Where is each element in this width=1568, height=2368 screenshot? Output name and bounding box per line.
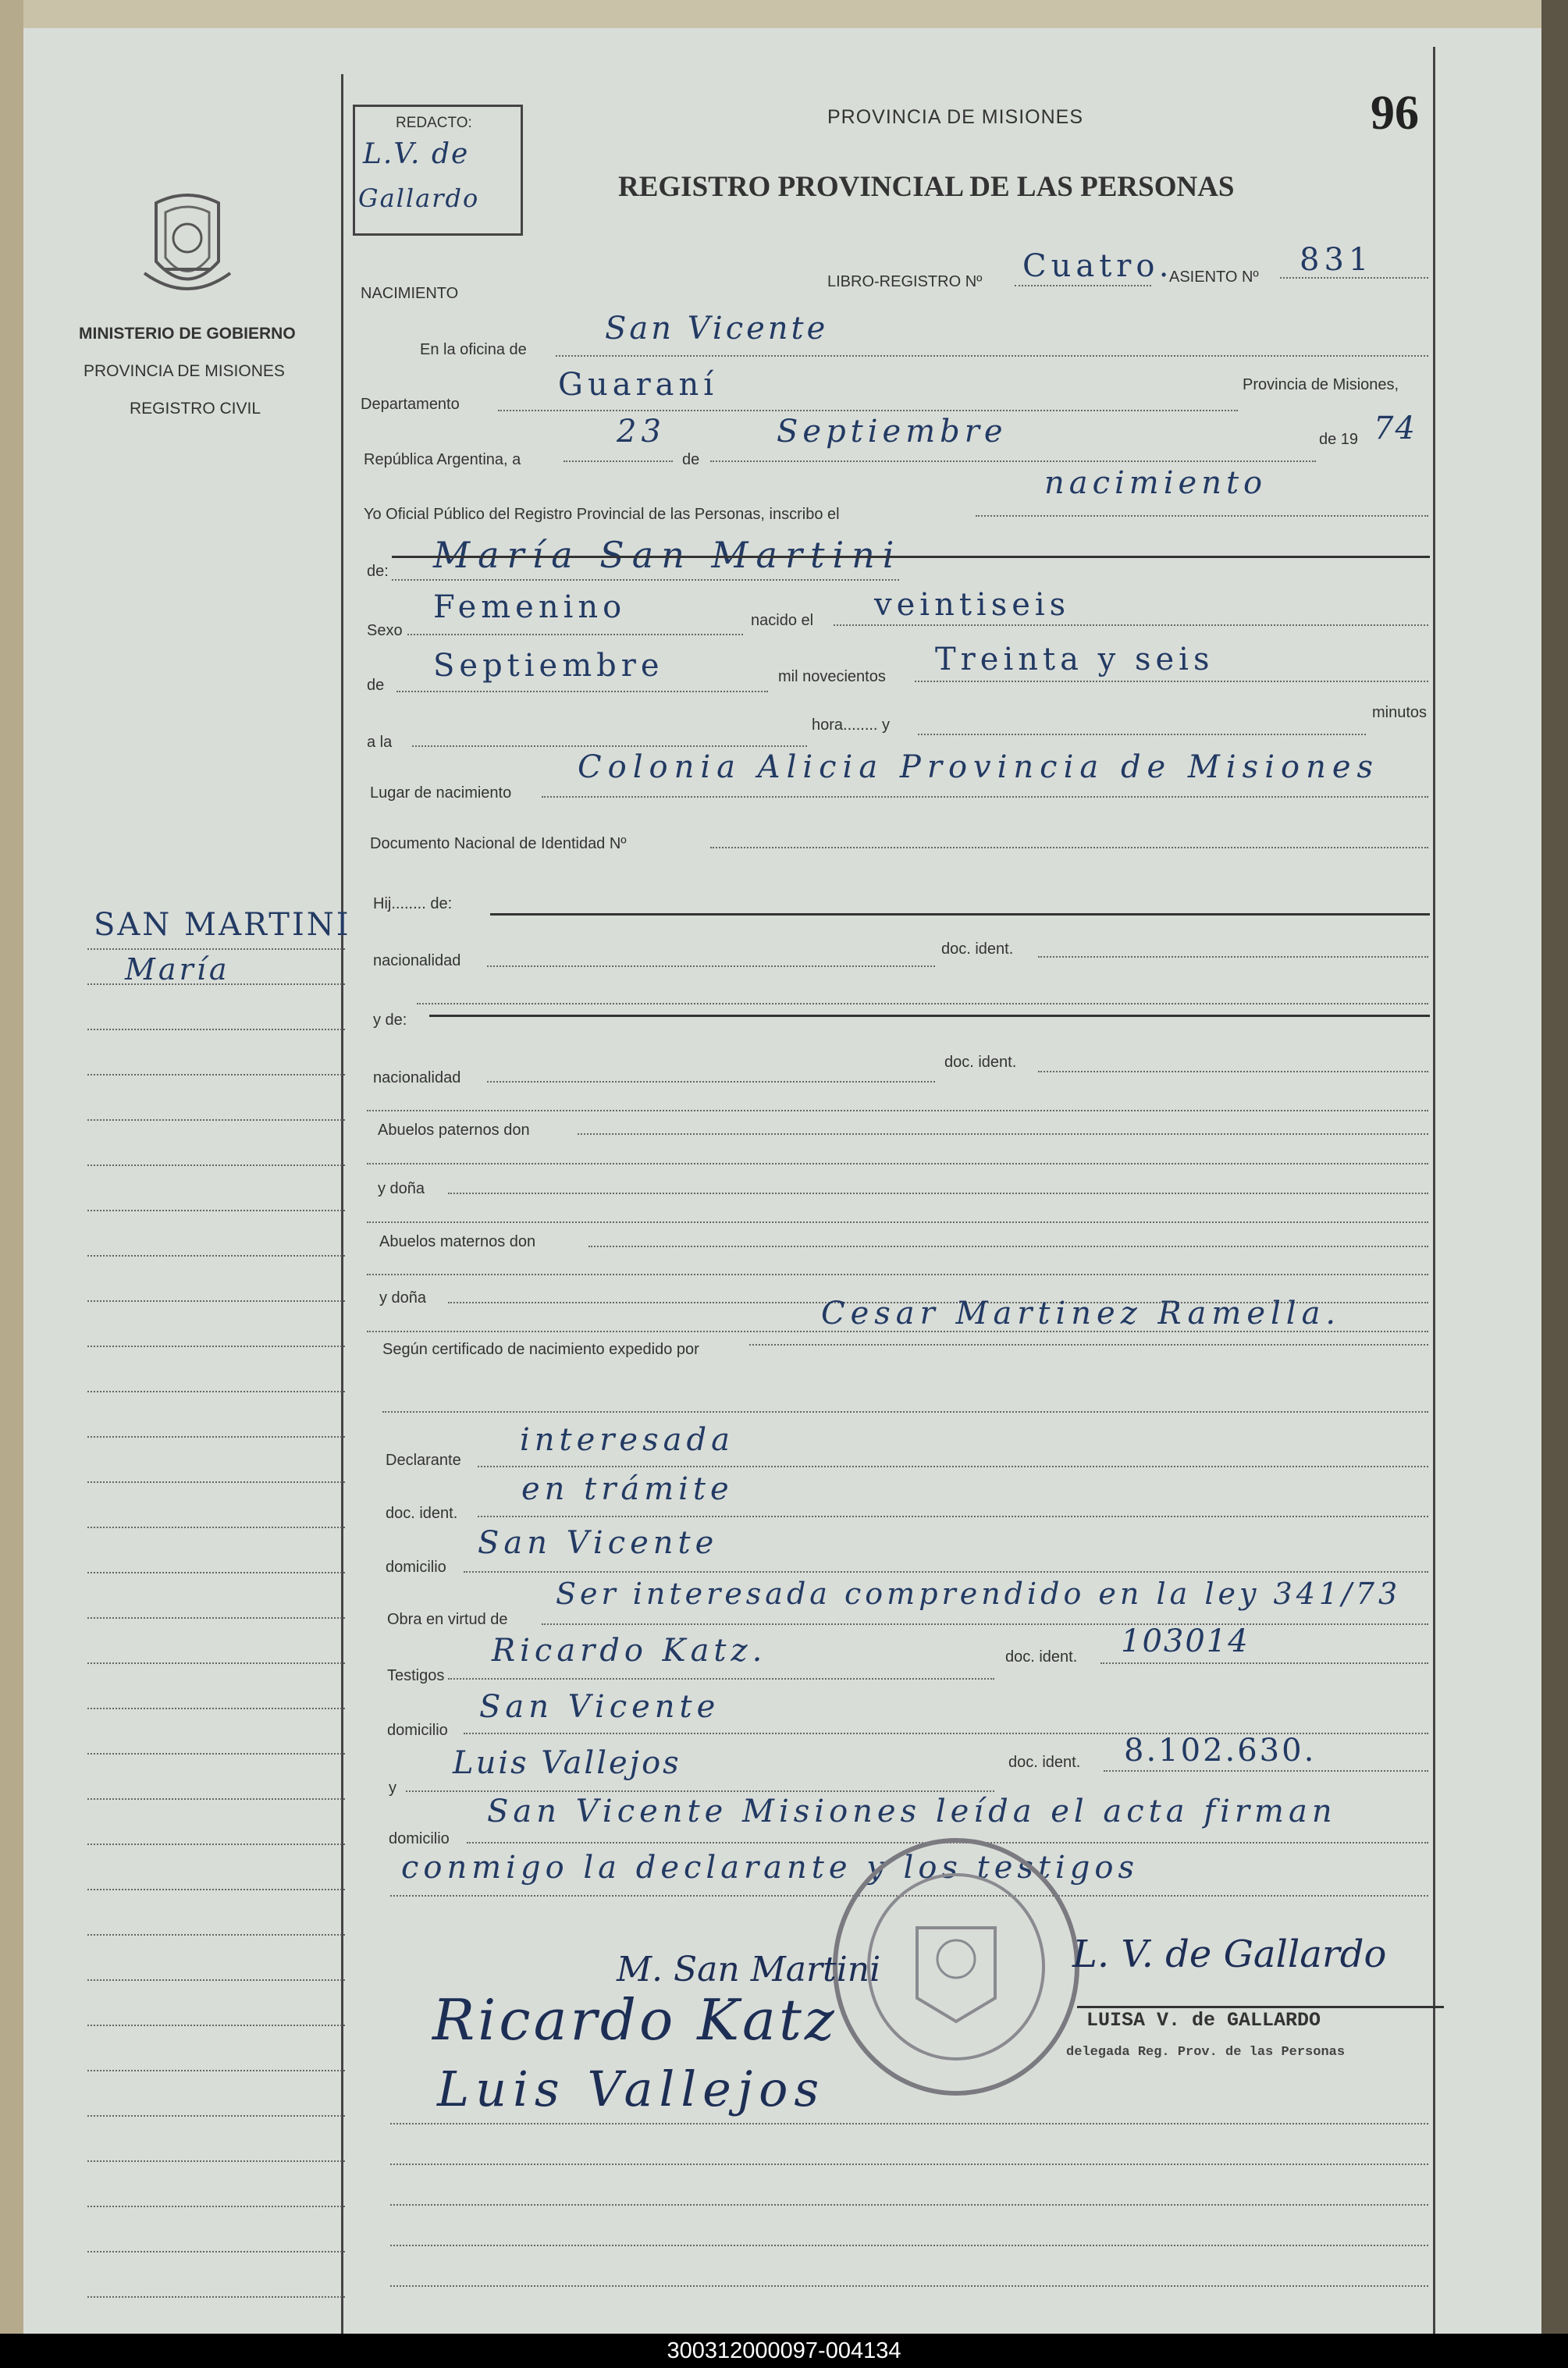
margin-dotted-line xyxy=(87,1934,345,1936)
margin-dotted-line xyxy=(87,1119,345,1121)
obra-line xyxy=(542,1623,1428,1625)
margin-dotted-line xyxy=(87,1391,345,1392)
testigo1-doc-line xyxy=(1100,1662,1428,1664)
sexo-label: Sexo xyxy=(367,622,403,639)
dni-label: Documento Nacional de Identidad Nº xyxy=(370,835,627,852)
margin-dotted-line xyxy=(87,1255,345,1257)
asiento-line xyxy=(1280,277,1428,279)
mil-label: mil novecientos xyxy=(778,668,886,685)
minutos-label: minutos xyxy=(1372,704,1428,721)
obra-label: Obra en virtud de xyxy=(387,1611,508,1628)
asiento-label: ASIENTO Nº xyxy=(1169,268,1259,286)
yde-label: y de: xyxy=(373,1012,407,1029)
margin-dotted-line xyxy=(87,1210,345,1211)
name-label: de: xyxy=(367,563,389,580)
obra-value: Ser interesada comprendido en la ley 341/73 xyxy=(556,1577,1402,1611)
abuelos-mat-line xyxy=(588,1246,1428,1247)
mil-line xyxy=(915,681,1428,682)
de-label: de xyxy=(682,451,700,468)
margin-dotted-line xyxy=(87,1481,345,1483)
nacido-value: veintiseis xyxy=(874,587,1071,623)
nacido-line xyxy=(834,624,1428,626)
docident1-line xyxy=(1038,956,1428,958)
abuelos-mat-extra-line xyxy=(367,1274,1428,1275)
ala-line xyxy=(412,745,807,747)
blank-dotted-line xyxy=(390,2245,1428,2246)
margin-dotted-line xyxy=(87,1527,345,1528)
abuelos-mat-label: Abuelos maternos don xyxy=(379,1233,536,1250)
republica-label: República Argentina, a xyxy=(364,451,521,468)
margin-dotted-line xyxy=(87,1798,345,1800)
docident1-label: doc. ident. xyxy=(941,940,1014,958)
image-code-footer: 300312000097-004134 xyxy=(0,2334,1568,2368)
domicilio2-value: San Vicente xyxy=(479,1689,720,1725)
lugar-line xyxy=(542,796,1428,798)
docident2-line xyxy=(1038,1071,1428,1072)
testigo1-value: Ricardo Katz. xyxy=(492,1633,767,1669)
year-value: 74 xyxy=(1374,411,1417,446)
month-line xyxy=(710,460,1316,462)
margin-dotted-line xyxy=(87,1708,345,1709)
margin-dotted-line xyxy=(87,1164,345,1166)
province-heading: PROVINCIA DE MISIONES xyxy=(827,106,1084,128)
name-dotted-line xyxy=(392,579,899,581)
margin-dotted-line xyxy=(87,1979,345,1981)
margin-first-name: María xyxy=(125,952,230,987)
left-province-name: PROVINCIA DE MISIONES xyxy=(84,362,285,380)
redacto-label: REDACTO: xyxy=(396,115,472,131)
day-line xyxy=(564,460,673,462)
officer-signature: L. V. de Gallardo xyxy=(1072,1932,1387,1976)
margin-dotted-line xyxy=(87,2070,345,2071)
next-page-edge xyxy=(1541,0,1568,2334)
testigos-label: Testigos xyxy=(387,1667,445,1684)
section-label: NACIMIENTO xyxy=(361,285,459,302)
testigo2-line xyxy=(406,1790,994,1792)
margin-dotted-line xyxy=(87,1617,345,1619)
margin-dotted-line xyxy=(87,2251,345,2252)
docident2-label: doc. ident. xyxy=(944,1054,1017,1071)
declarante-label: Declarante xyxy=(386,1452,461,1469)
margin-dotted-line xyxy=(87,1753,345,1755)
lugar-value: Colonia Alicia Provincia de Misiones xyxy=(578,749,1380,785)
margin-dotted-line xyxy=(87,2160,345,2162)
ydona2-label: y doña xyxy=(379,1289,427,1307)
margin-dotted-line xyxy=(87,2025,345,2026)
departamento-line xyxy=(498,410,1238,411)
blank-dotted-line xyxy=(390,2204,1428,2206)
domicilio3-value: San Vicente Misiones leída el acta firman xyxy=(487,1794,1337,1829)
blank-dotted-line xyxy=(390,2164,1428,2165)
departamento-label: Departamento xyxy=(361,396,460,413)
margin-dotted-line xyxy=(87,1436,345,1438)
margin-dotted-line xyxy=(87,1346,345,1347)
birth-month-line xyxy=(396,691,768,692)
nacido-label: nacido el xyxy=(751,612,814,629)
registry-title: REGISTRO PROVINCIAL DE LAS PERSONAS xyxy=(618,171,1235,203)
book-spine xyxy=(0,0,23,2334)
docident-decl-value: en trámite xyxy=(521,1471,734,1507)
redacto-handwriting-line2: Gallardo xyxy=(358,183,480,213)
day-value: 23 xyxy=(617,414,666,450)
margin-line xyxy=(87,948,345,950)
nac2-extra-line xyxy=(367,1110,1428,1111)
oficial-value: nacimiento xyxy=(1044,465,1268,501)
dni-line xyxy=(710,847,1428,848)
left-margin-line xyxy=(341,74,343,2334)
ministry-name: MINISTERIO DE GOBIERNO xyxy=(79,325,296,343)
margin-dotted-line xyxy=(87,1889,345,1890)
nac2-line xyxy=(487,1081,935,1083)
yde-underline xyxy=(429,1015,1430,1017)
redacto-box xyxy=(353,105,523,236)
abuelos-pat-extra-line xyxy=(367,1163,1428,1164)
book-line xyxy=(1015,285,1151,286)
nac1-line xyxy=(487,965,935,967)
ydona1-extra-line xyxy=(367,1221,1428,1223)
asiento-value: 831 xyxy=(1300,242,1374,278)
testigo1-line xyxy=(448,1678,994,1680)
conmigo-value: conmigo la declarante y los testigos xyxy=(401,1850,1140,1886)
redacto-handwriting-line1: L.V. de xyxy=(363,138,470,170)
oficina-label: En la oficina de xyxy=(420,341,527,358)
birth-month-value: Septiembre xyxy=(433,648,664,684)
ala-label: a la xyxy=(367,734,393,751)
oficina-line xyxy=(556,355,1428,357)
page-number: 96 xyxy=(1371,87,1419,140)
name-value: María San Martini xyxy=(433,534,902,576)
margin-dotted-line xyxy=(87,1844,345,1845)
segun-extra-line xyxy=(382,1411,1428,1413)
testigo2-doc-line xyxy=(1104,1770,1428,1772)
nac1-extra-line xyxy=(417,1003,1428,1004)
officer-line xyxy=(1077,2006,1444,2008)
ydona1-line xyxy=(448,1193,1428,1194)
testigo2-value: Luis Vallejos xyxy=(453,1745,681,1781)
mil-value: Treinta y seis xyxy=(935,642,1214,677)
oficial-label: Yo Oficial Público del Registro Provincial de las Personas, inscribo el xyxy=(364,506,840,523)
sexo-line xyxy=(407,634,743,635)
name-underline xyxy=(392,556,1430,558)
blank-dotted-line xyxy=(390,2285,1428,2287)
segun-label: Según certificado de nacimiento expedido por xyxy=(382,1341,699,1358)
binding-strip xyxy=(23,0,1541,28)
lugar-label: Lugar de nacimiento xyxy=(370,784,512,802)
declarante-line xyxy=(478,1466,1428,1467)
oficina-value: San Vicente xyxy=(605,311,829,347)
testigo1-doc-value: 103014 xyxy=(1121,1623,1250,1659)
domicilio3-label: domicilio xyxy=(389,1830,450,1847)
testigo2-doc-label: doc. ident. xyxy=(1008,1754,1081,1771)
margin-dotted-line xyxy=(87,1029,345,1030)
margin-dotted-line xyxy=(87,2115,345,2117)
margin-dotted-line xyxy=(87,983,345,985)
witness2-signature: Luis Vallejos xyxy=(437,2060,826,2117)
domicilio1-label: domicilio xyxy=(386,1559,446,1576)
margin-dotted-line xyxy=(87,1662,345,1664)
officer-title: delegada Reg. Prov. de las Personas xyxy=(1066,2045,1346,2060)
declarante-value: interesada xyxy=(520,1422,734,1458)
domicilio2-label: domicilio xyxy=(387,1722,448,1739)
segun-value: Cesar Martinez Ramella. xyxy=(821,1296,1342,1332)
docident-decl-label: doc. ident. xyxy=(386,1505,458,1522)
domicilio1-value: San Vicente xyxy=(478,1525,719,1561)
oficial-line xyxy=(976,515,1428,517)
book-label: LIBRO-REGISTRO Nº xyxy=(827,273,983,290)
witness1-signature: Ricardo Katz xyxy=(432,1987,837,2053)
hij-underline xyxy=(490,913,1430,916)
testigo2-doc-value: 8.102.630. xyxy=(1124,1733,1317,1769)
minutes-line xyxy=(918,734,1366,735)
blank-dotted-line xyxy=(390,2123,1428,2124)
hij-label: Hij........ de: xyxy=(373,895,453,912)
margin-dotted-line xyxy=(87,1572,345,1573)
civil-registry-name: REGISTRO CIVIL xyxy=(130,400,261,418)
year-prefix: de 19 xyxy=(1319,431,1359,448)
margin-dotted-line xyxy=(87,2206,345,2207)
abuelos-pat-label: Abuelos paternos don xyxy=(378,1122,530,1139)
month-value: Septiembre xyxy=(777,414,1008,450)
docident-decl-line xyxy=(478,1516,1428,1517)
domicilio1-line xyxy=(464,1571,1428,1573)
nac1-label: nacionalidad xyxy=(373,952,461,969)
testigo1-doc-label: doc. ident. xyxy=(1005,1648,1078,1666)
right-margin-line xyxy=(1433,47,1435,2334)
provincia-suffix: Provincia de Misiones, xyxy=(1243,376,1399,393)
officer-printed-name: LUISA V. de GALLARDO xyxy=(1086,2009,1321,2032)
segun-line xyxy=(749,1344,1428,1346)
ydona1-label: y doña xyxy=(378,1180,425,1197)
margin-dotted-line xyxy=(87,1300,345,1302)
province-seal-icon xyxy=(140,187,234,300)
book-value: Cuatro. xyxy=(1022,248,1174,284)
hora-label: hora........ y xyxy=(812,716,891,734)
departamento-value: Guaraní xyxy=(558,367,719,403)
margin-surname: SAN MARTINI xyxy=(94,907,351,943)
nac2-label: nacionalidad xyxy=(373,1069,461,1086)
declarant-signature: M. San Martini xyxy=(617,1950,881,1989)
abuelos-pat-line xyxy=(578,1133,1428,1135)
margin-dotted-line xyxy=(87,2296,345,2298)
y-label: y xyxy=(389,1780,396,1797)
birth-de-label: de xyxy=(367,677,385,694)
sexo-value: Femenino xyxy=(433,589,627,625)
margin-dotted-line xyxy=(87,1074,345,1076)
